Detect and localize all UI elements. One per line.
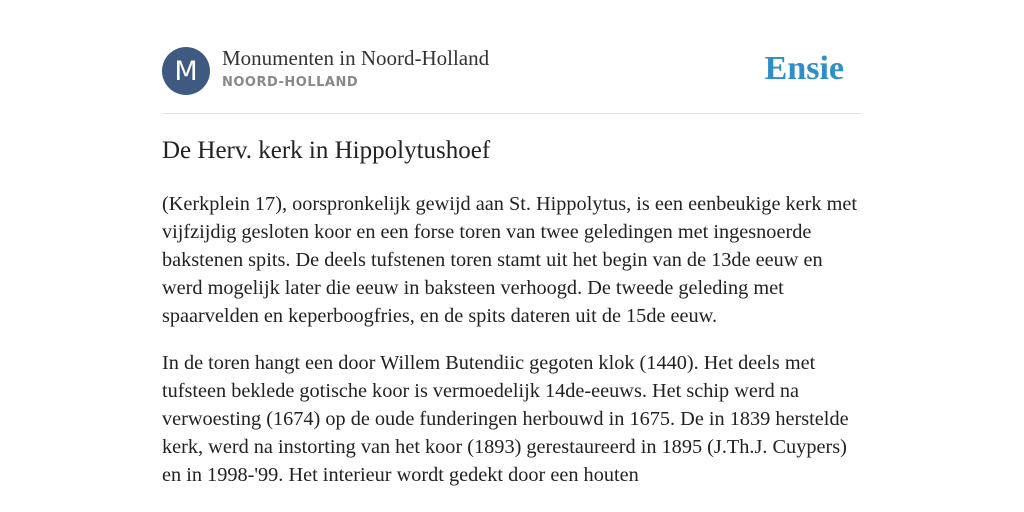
article-body (162, 190, 862, 508)
header (162, 46, 862, 98)
article-paragraph: (Kerkplein 17), oorspronkelijk gewijd aan St. Hippolytus, is een eenbeukige kerk met vijfzijdig gesloten koor en een forse toren van twee geledingen met ingesnoerde bakstenen spits. De deels tufstenen toren stamt uit het begin van de 13de eeuw en werd mogelijk later die eeuw in baksteen verhoogd. De tweede geleding met spaarvelden en keperboogfries, en de spits dateren uit de 15de eeuw. (162, 193, 858, 327)
article-title: De Herv. kerk in Hippolytushoef (162, 137, 491, 164)
brand-logo[interactable]: Ensie (764, 50, 844, 87)
avatar-letter: M (174, 55, 198, 87)
source-region: NOORD-HOLLAND (222, 75, 359, 90)
source-title[interactable]: Monumenten in Noord-Holland (222, 46, 490, 70)
divider (162, 113, 862, 114)
article-paragraph: In de toren hangt een door Willem Butendiic gegoten klok (1440). Het deels met tufsteen beklede gotische koor is vermoedelijk 14de-eeuws. Het schip werd na verwoesting (1674) op de oude funderingen herbouwd in 1675. De in 1839 herstelde kerk, werd na instorting van het koor (1893) gerestaureerd in 1895 (J.Th.J. Cuypers) en in 1998-'99. Het interieur wordt gedekt door een houten (162, 352, 849, 486)
avatar[interactable] (162, 47, 210, 95)
